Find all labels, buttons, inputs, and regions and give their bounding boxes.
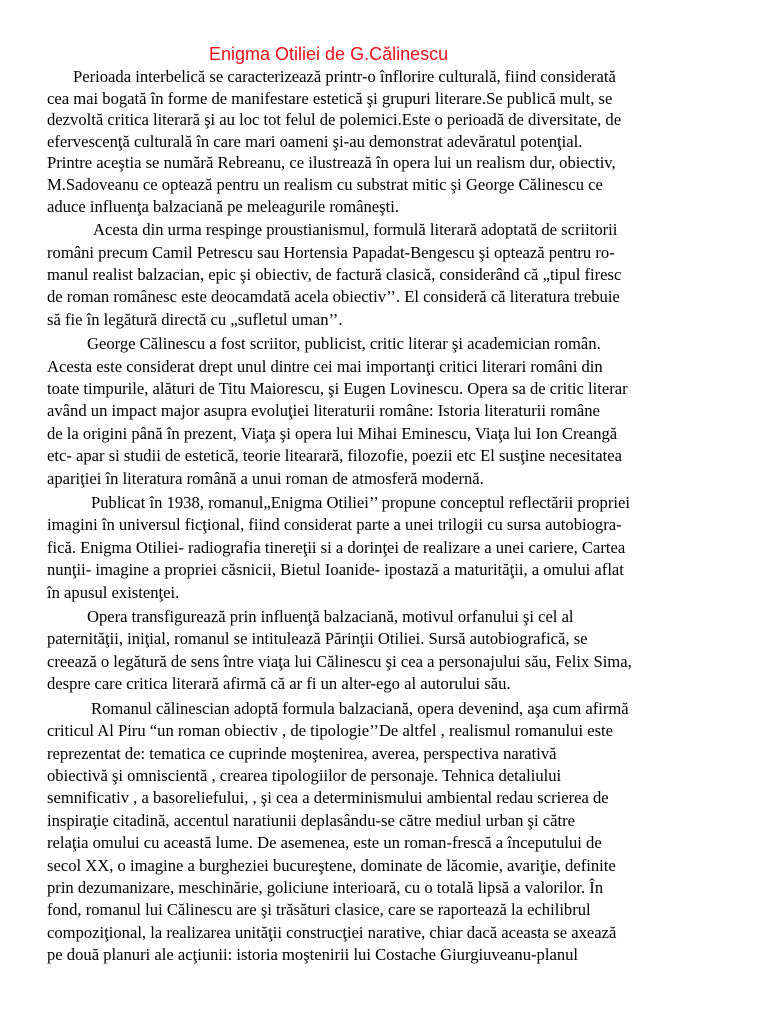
text-line: George Călinescu a fost scriitor, publicist, critic literar şi academician român. <box>87 334 601 354</box>
paragraph-interwar-period <box>47 66 723 217</box>
text-line: Perioada interbelică se caracterizează printr-o înflorire culturală, fiind considerată <box>73 67 616 86</box>
text-line: aduce influenţa balzaciană pe meleagurile româneşti. <box>47 196 399 216</box>
text-line: creează o legătură de sens între viaţa lui Călinescu şi cea a personajului său, Felix Sima, <box>47 651 632 671</box>
paragraph-proustianism <box>47 219 723 331</box>
text-line: obiectivă şi omniscientă , crearea tipologiilor de personaje. Tehnica detaliului <box>47 765 562 785</box>
text-line: toate timpurile, alături de Titu Maiorescu, şi Eugen Lovinescu. Opera sa de critic literar <box>47 379 628 398</box>
paragraph-orphan-motif <box>47 606 723 696</box>
text-line: secol XX, o imagine a burgheziei bucureştene, dominate de lăcomie, avariţie, definite <box>47 855 616 875</box>
text-line: efervescenţă culturală în care mari oameni şi-au demonstrat adevăratul potenţial. <box>47 131 583 151</box>
text-line: semnificativ , a basoreliefului, , şi cea a determinismului ambiental redau scrierea de <box>47 788 609 808</box>
document-title: Enigma Otiliei de G.Călinescu <box>209 44 449 64</box>
text-line: dezvoltă critica literară şi au loc tot felul de polemici.Este o perioadă de diversitate, de <box>47 110 622 130</box>
text-line: manul realist balzacian, epic şi obiectiv, de factură clasică, considerând că „tipul firesc <box>47 264 622 284</box>
text-line: de la origini până în prezent, Viaţa şi opera lui Mihai Eminescu, Viaţa lui Ion Creangă <box>47 423 618 443</box>
text-line: prin dezumanizare, meschinărie, goliciune interioară, cu o totală lipsă a valorilor. În <box>47 877 604 897</box>
text-line: relaţia omului cu această lume. De asemenea, este un roman-frescă a începutului de <box>47 833 602 853</box>
document-body <box>47 66 723 967</box>
text-line: paternităţii, iniţial, romanul se intitulează Părinţii Otiliei. Sursă autobiografică, se <box>47 629 588 649</box>
text-line: Acesta din urma respinge proustianismul, formulă literară adoptată de scriitorii <box>93 220 618 240</box>
paragraph-calinescu-biography <box>47 333 723 490</box>
text-line: inspiraţie citadină, accentul naratiunii deplasându-se către mediul urban şi către <box>47 810 576 830</box>
text-line: despre care critica literară afirmă că ar fi un alter-ego al autorului său. <box>47 674 511 694</box>
paragraph-balzacian-formula <box>47 698 723 967</box>
text-line: Publicat în 1938, romanul„Enigma Otiliei’’ propune conceptul reflectării propriei <box>91 493 630 513</box>
text-line: etc- apar si studii de estetică, teorie litearară, filozofie, poezii etc El susţine necesitatea <box>47 446 622 466</box>
text-line: având un impact major asupra evoluţiei literaturii române: Istoria literaturii române <box>47 401 600 421</box>
text-line: Opera transfigurează prin influenţă balzaciană, motivul orfanului şi cel al <box>87 607 574 627</box>
text-line: români precum Camil Petrescu sau Hortensia Papadat-Bengescu şi optează pentru ro- <box>47 242 615 262</box>
text-line: criticul Al Piru “un roman obiectiv , de tipologie’’De altfel , realismul romanului este <box>47 721 614 741</box>
text-line: imagini în universul ficţional, fiind considerat parte a unei trilogii cu sursa autobiogra- <box>47 515 622 535</box>
text-line: pe două planuri ale acţiunii: istoria moştenirii lui Costache Giurgiuveanu-planul <box>47 945 579 965</box>
text-line: fică. Enigma Otiliei- radiografia tinereţii si a dorinţei de realizare a unei cariere, Cartea <box>47 537 626 557</box>
text-line: să fie în legătură directă cu „sufletul uman’’. <box>47 309 343 329</box>
text-line: de roman românesc este deocamdată acela obiectiv’’. El consideră că literatura trebuie <box>47 287 620 307</box>
text-line: compoziţional, la realizarea unităţii construcţiei narative, chiar dacă aceasta se axează <box>47 922 617 942</box>
text-line: Printre aceştia se numără Rebreanu, ce ilustrează în opera lui un realism dur, obiectiv, <box>47 153 616 173</box>
text-line: apariţiei în literatura română a unui roman de atmosferă modernă. <box>47 468 484 488</box>
text-line: în apusul existenţei. <box>47 582 180 602</box>
text-line: fond, romanul lui Călinescu are şi trăsături clasice, care se raportează la echilibrul <box>47 900 591 920</box>
text-line: reprezentat de: tematica ce cuprinde moştenirea, averea, perspectiva narativă <box>47 743 557 763</box>
text-line: M.Sadoveanu ce optează pentru un realism cu substrat mitic şi George Călinescu ce <box>47 174 603 194</box>
text-line: Romanul călinescian adoptă formula balzaciană, opera devenind, aşa cum afirmă <box>91 698 629 718</box>
paragraph-publication <box>47 492 723 604</box>
text-line: Acesta este considerat drept unul dintre cei mai importanţi critici literari români din <box>47 356 603 376</box>
text-line: nunţii- imagine a propriei căsnicii, Bietul Ioanide- ipostază a maturităţii, a omului aflat <box>47 560 624 580</box>
text-line: cea mai bogată în forme de manifestare estetică şi grupuri literare.Se publică mult, se <box>47 88 613 108</box>
